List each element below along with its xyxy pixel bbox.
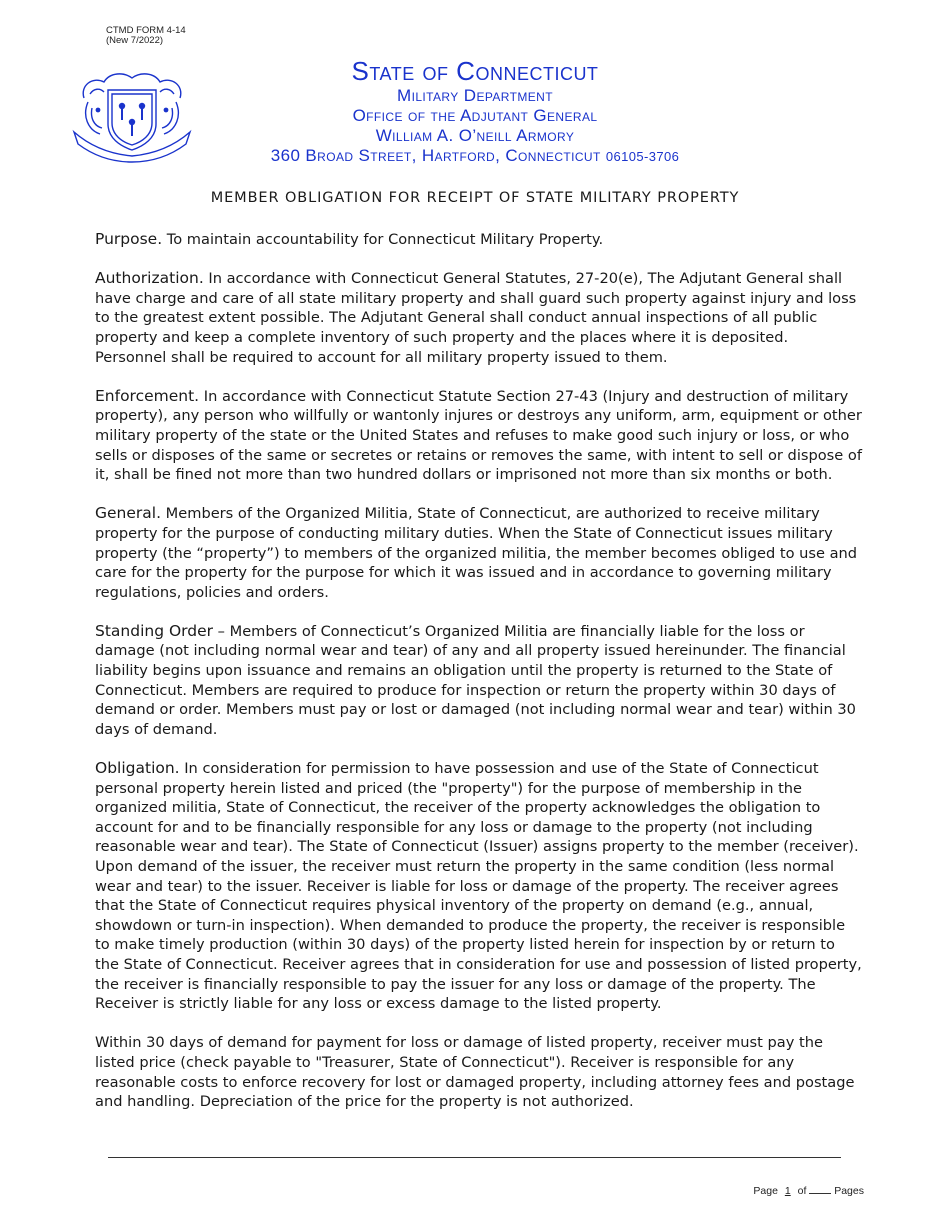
letterhead-state: State of Connecticut xyxy=(351,56,599,86)
pages-label: Pages xyxy=(834,1185,864,1197)
standing-order-paragraph xyxy=(95,622,863,740)
enforcement-heading: Enforcement. xyxy=(95,386,200,405)
letterhead-address xyxy=(200,146,750,167)
general-heading: General. xyxy=(95,504,162,523)
letterhead-armory: William A. O’neill Armory xyxy=(375,126,575,145)
obligation-heading: Obligation. xyxy=(95,759,180,778)
purpose-paragraph xyxy=(95,230,863,250)
letterhead-office: Office of the Adjutant General xyxy=(352,106,598,125)
enforcement-text: In accordance with Connecticut Statute Section 27-43 (Injury and destruction of military property), any person who willfully or wantonly injures or destroys any uniform, arm, equipment or other military property of the state or the United States and refuses to make good such injury or loss, or who sells or disposes of the same or secretes or retains or removes the same, with intent to sell or dispose of it, shall be fined not more than two hundred dollars or imprisoned not more than six months or both. xyxy=(95,387,862,484)
authorization-paragraph xyxy=(95,269,863,367)
of-label: of xyxy=(797,1185,807,1197)
purpose-heading: Purpose. xyxy=(95,230,163,248)
state-seal-icon xyxy=(70,68,194,164)
page-footer xyxy=(753,1184,864,1197)
total-pages-field[interactable] xyxy=(809,1184,831,1194)
form-revision-date: (New 7/2022) xyxy=(106,35,164,46)
document-body xyxy=(95,230,863,1131)
standing-order-text: – Members of Connecticut’s Organized Militia are financially liable for the loss or damage (not including normal wear and tear) of any and all property issued hereinunder. The financial liability begins upon issuance and remains an obligation until the property is returned to the State of Connecticut. Members are required to produce for inspection or return the property within 30 days of demand or order. Members must pay or lost or damaged (not including normal wear and tear) within 30 days of demand. xyxy=(95,622,856,738)
enforcement-paragraph xyxy=(95,387,863,485)
payment-paragraph xyxy=(95,1033,863,1111)
page-number-field[interactable]: 1 xyxy=(784,1185,791,1197)
letterhead xyxy=(200,56,750,167)
form-number: CTMD FORM 4-14 xyxy=(106,25,186,36)
authorization-heading: Authorization. xyxy=(95,269,204,288)
footer-divider xyxy=(108,1157,841,1158)
letterhead-street: 360 Broad Street, Hartford, Connecticut xyxy=(270,146,601,165)
payment-text: Within 30 days of demand for payment for loss or damage of listed property, receiver must pay the listed price (check payable to "Treasurer, State of Connecticut"). Receiver is responsible for any reasonable costs to enforce recovery for lost or damaged property, including attorney fees and postage and handling. Depreciation of the price for the property is not authorized. xyxy=(95,1034,855,1111)
form-identifier xyxy=(106,26,186,46)
obligation-paragraph xyxy=(95,759,863,1014)
general-paragraph xyxy=(95,504,863,602)
purpose-text: To maintain accountability for Connecticut Military Property. xyxy=(162,231,604,248)
page-label: Page xyxy=(753,1185,778,1197)
obligation-text: In consideration for permission to have possession and use of the State of Connecticut personal property herein listed and priced (the "property") for the purpose of membership in the organized militia, State of Connecticut, the receiver of the property acknowledges the obligation to account for and to be financially responsible for any loss or damage to the property (not including reasonable wear and tear). The State of Connecticut (Issuer) assigns property to the member (receiver). Upon demand of the issuer, the receiver must return the property in the same condition (less normal wear and tear) to the issuer. Receiver is liable for loss or damage of the property. The receiver agrees that the State of Connecticut requires physical inventory of the property on demand (e.g., annual, showdown or turn-in inspection). When demanded to produce the property, the receiver is responsible to make timely production (within 30 days) of the property listed herein for inspection by or return to the State of Connecticut. Receiver agrees that in consideration for use and possession of listed property, the receiver is financially responsible to pay the issuer for any loss or damage of the property. The Receiver is strictly liable for any loss or excess damage to the listed property. xyxy=(95,760,862,1013)
letterhead-department: Military Department xyxy=(397,86,553,105)
document-title: MEMBER OBLIGATION FOR RECEIPT OF STATE MILITARY PROPERTY xyxy=(210,190,740,206)
general-text: Members of the Organized Militia, State of Connecticut, are authorized to receive military property for the purpose of conducting military duties. When the State of Connecticut issues military property (the “property”) to members of the organized militia, the member becomes obliged to use and care for the property for the purpose for which it was issued and in accordance to governing military regulations, policies and orders. xyxy=(95,505,858,601)
authorization-text: In accordance with Connecticut General Statutes, 27-20(e), The Adjutant General shall have charge and care of all state military property and shall guard such property against injury and loss to the greatest extent possible. The Adjutant General shall conduct annual inspections of all public property and keep a complete inventory of such property and the places where it is deposited. Personnel shall be required to account for all military property issued to them. xyxy=(95,270,857,366)
standing-order-heading: Standing Order xyxy=(95,621,214,640)
letterhead-zip: 06105-3706 xyxy=(605,149,680,164)
